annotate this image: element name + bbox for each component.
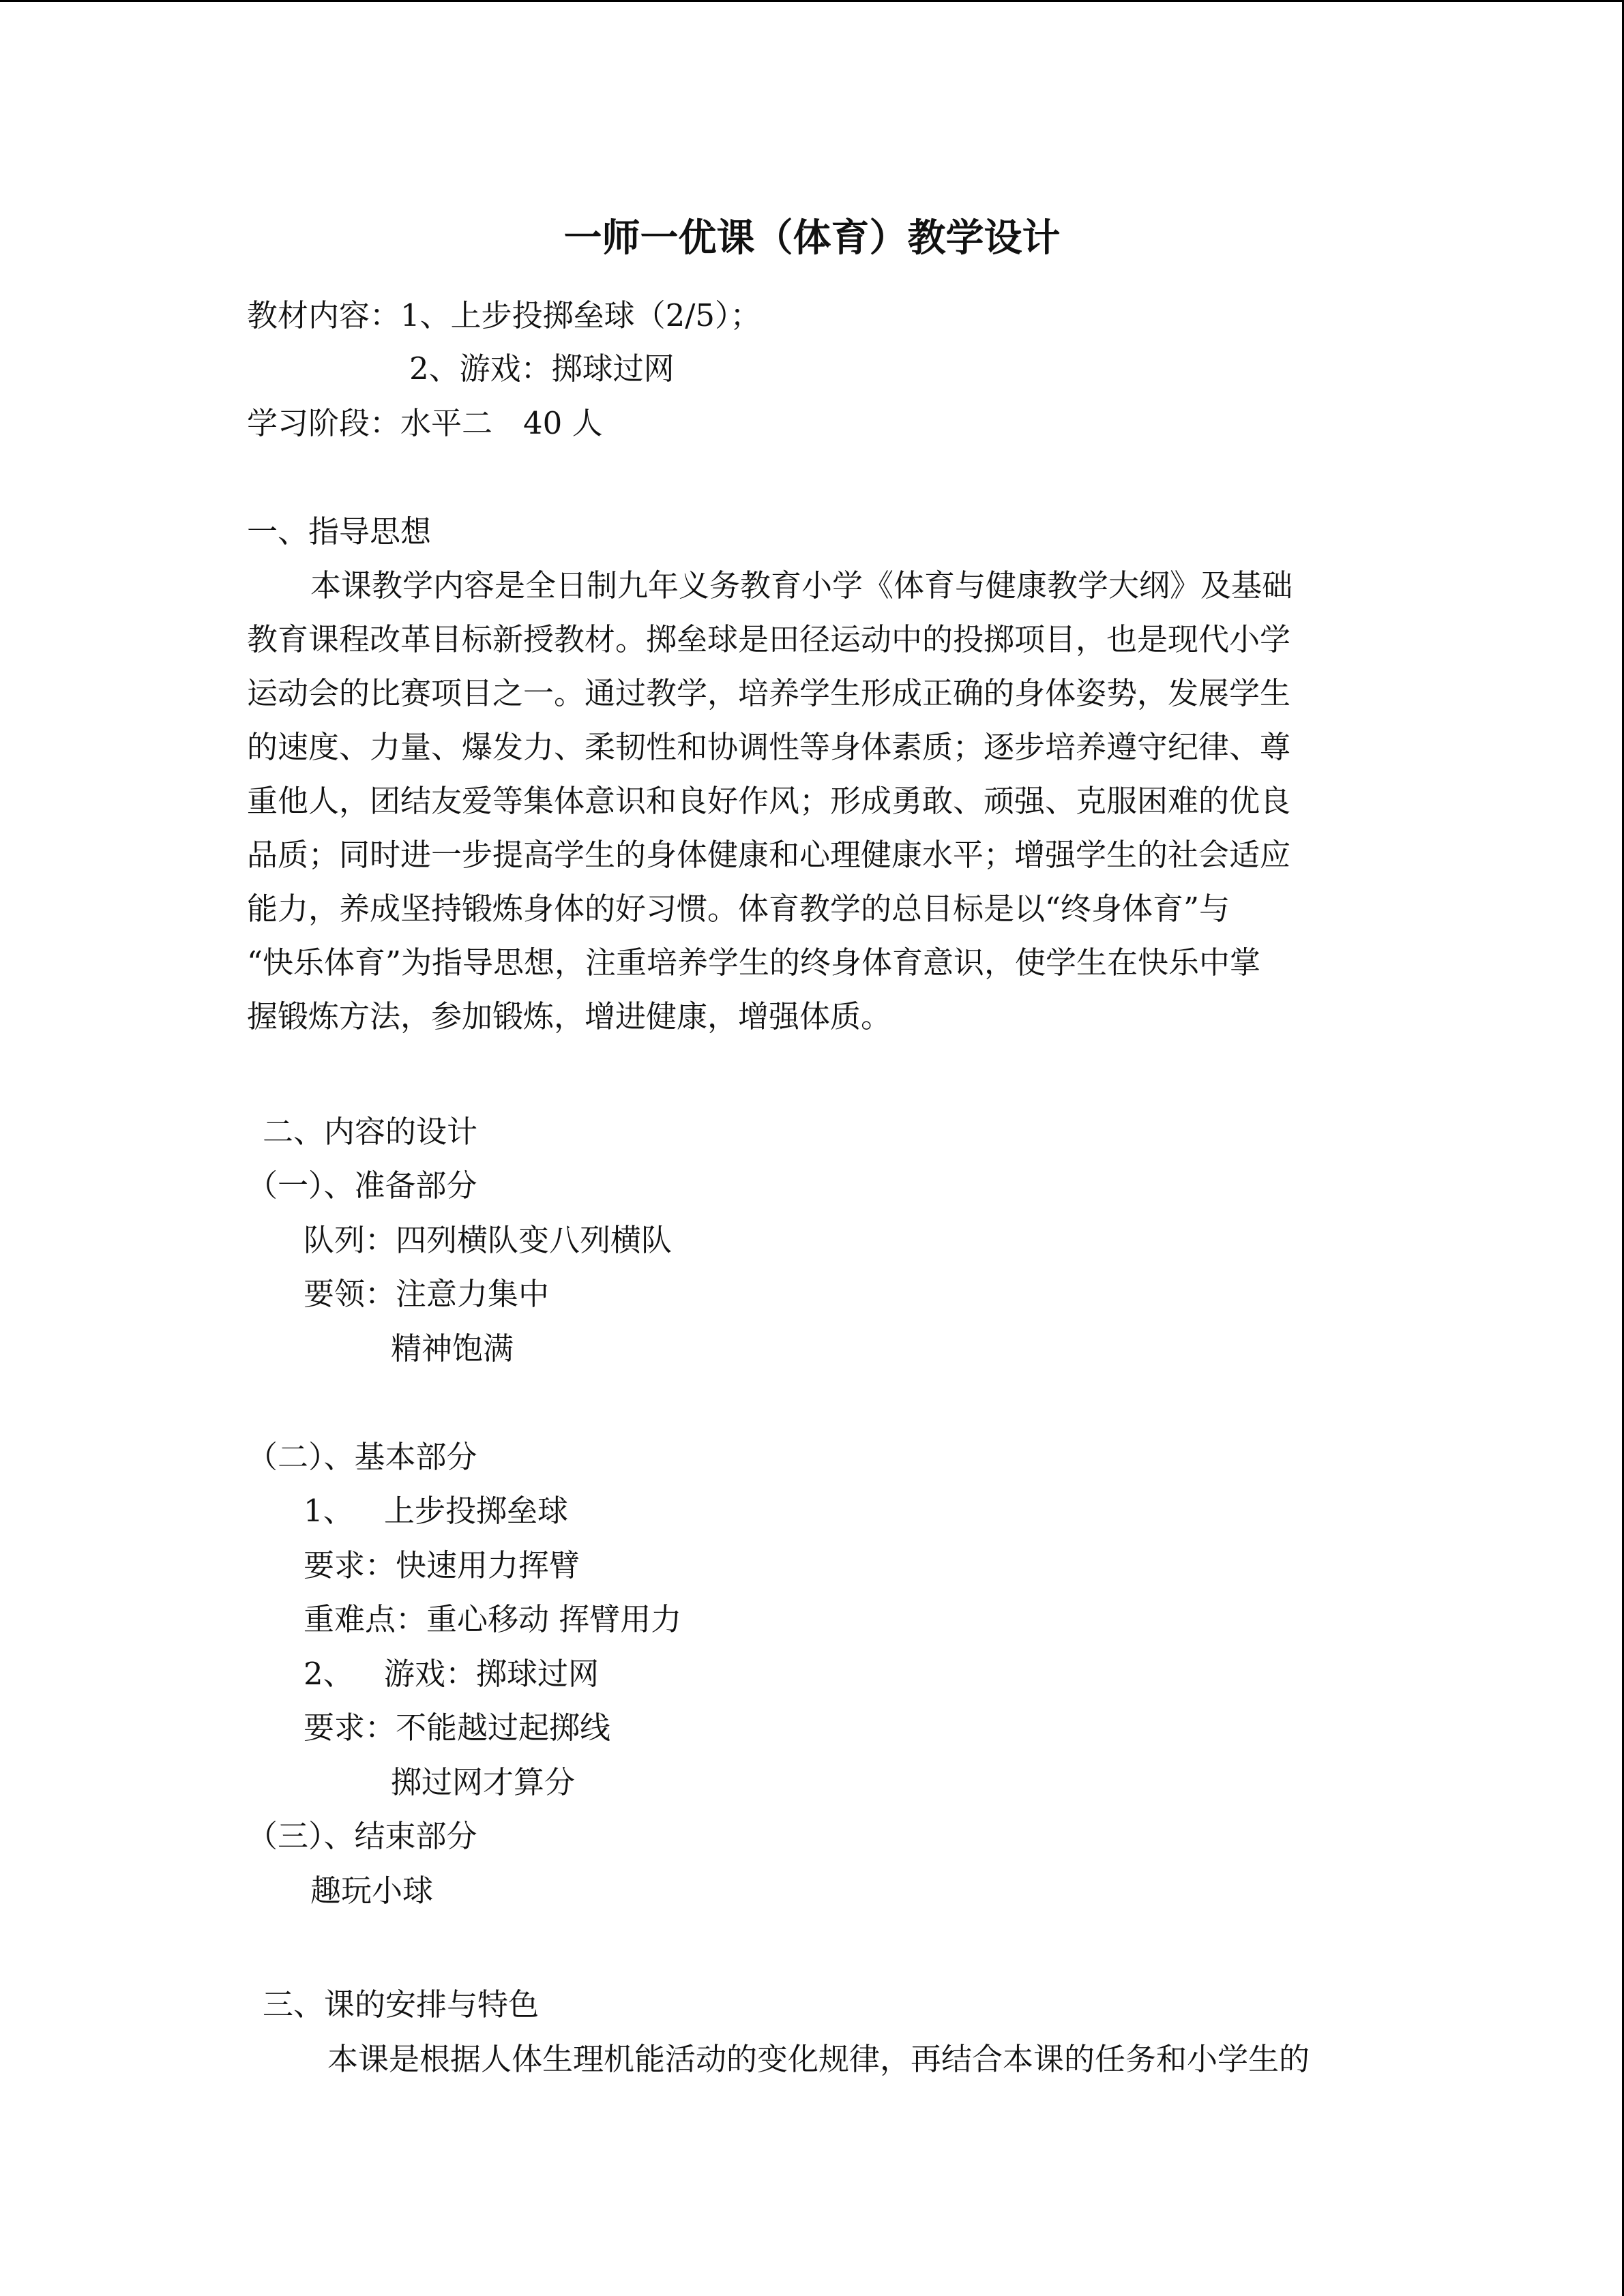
section2-heading: 二、内容的设计: [263, 1114, 478, 1150]
item1-requirement: 要求：快速用力挥臂: [304, 1547, 580, 1583]
section1-heading: 一、指导思想: [247, 513, 432, 550]
item2-text: 游戏：掷球过网: [384, 1656, 600, 1692]
basic-part-heading: （二）、基本部分: [247, 1439, 477, 1475]
section1-paragraph-line: 重他人，团结友爱等集体意识和良好作风；形成勇敢、顽强、克服困难的优良: [247, 783, 1291, 819]
document-title: 一师一优课（体育）教学设计: [563, 216, 1061, 260]
formation-line: 队列：四列横队变八列横队: [304, 1222, 673, 1258]
section1-paragraph-line: “快乐体育”为指导思想，注重培养学生的终身体育意识，使学生在快乐中掌: [247, 944, 1261, 981]
section3-heading: 三、课的安排与特色: [263, 1986, 540, 2023]
section1-paragraph-line: 能力，养成坚持锻炼身体的好习惯。体育教学的总目标是以“终身体育”与: [247, 891, 1230, 927]
closing-part-heading: （三）、结束部分: [247, 1818, 477, 1854]
material-content-line-2: 2、游戏：掷球过网: [409, 351, 675, 387]
item2-requirement-continued: 掷过网才算分: [391, 1764, 576, 1800]
essentials-continued-line: 精神饱满: [391, 1330, 514, 1367]
item1-text: 上步投掷垒球: [384, 1493, 569, 1529]
section1-paragraph-line: 的速度、力量、爆发力、柔韧性和协调性等身体素质；逐步培养遵守纪律、尊: [247, 729, 1291, 765]
closing-part-content: 趣玩小球: [310, 1873, 434, 1909]
item2-requirement: 要求：不能越过起掷线: [304, 1710, 611, 1746]
section1-paragraph-line: 本课教学内容是全日制九年义务教育小学《体育与健康教学大纲》及基础: [310, 567, 1293, 603]
section1-paragraph-line: 握锻炼方法，参加锻炼，增进健康，增强体质。: [247, 998, 892, 1034]
essentials-line: 要领：注意力集中: [304, 1276, 550, 1312]
item1-number: 1、: [304, 1493, 354, 1529]
page-border-top: [0, 0, 1624, 2]
section3-paragraph-line: 本课是根据人体生理机能活动的变化规律，再结合本课的任务和小学生的: [327, 2041, 1310, 2077]
section1-paragraph-line: 品质；同时进一步提高学生的身体健康和心理健康水平；增强学生的社会适应: [247, 837, 1291, 873]
preparation-part-heading: （一）、准备部分: [247, 1167, 477, 1204]
learning-stage-line: 学习阶段：水平二 40 人: [247, 405, 603, 441]
item2-number: 2、: [304, 1656, 354, 1692]
item1-key-points: 重难点：重心移动 挥臂用力: [304, 1601, 682, 1637]
section1-paragraph-line: 教育课程改革目标新授教材。掷垒球是田径运动中的投掷项目，也是现代小学: [247, 621, 1291, 657]
material-content-line-1: 教材内容：1、上步投掷垒球（2/5）；: [247, 297, 761, 333]
section1-paragraph-line: 运动会的比赛项目之一。通过教学，培养学生形成正确的身体姿势，发展学生: [247, 675, 1291, 711]
